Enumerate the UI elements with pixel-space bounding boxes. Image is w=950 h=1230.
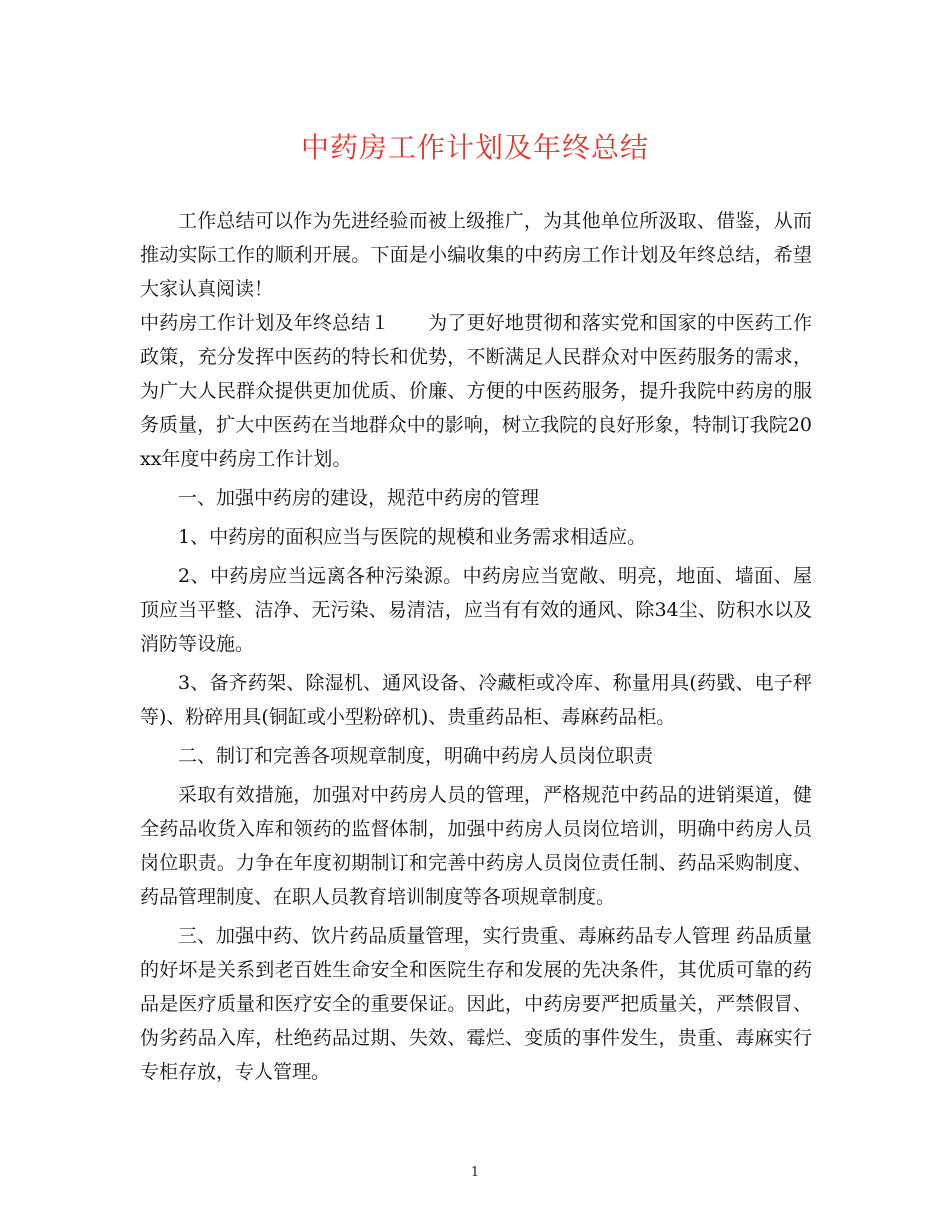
- page-number: 1: [470, 1165, 480, 1180]
- section-heading-1: 一、加强中药房的建设，规范中药房的管理: [178, 487, 540, 509]
- list-item-3: 3、备齐药架、除湿机、通风设备、冷藏柜或冷库、称量用具(药戥、电子秤等)、粉碎用具(铜缸或小型粉碎机)、贵重药品柜、毒麻药品柜。: [140, 672, 812, 728]
- list-item-1: 1、中药房的面积应当与医院的规模和业务需求相适应。: [178, 526, 647, 548]
- intro-paragraph: 工作总结可以作为先进经验而被上级推广，为其他单位所汲取、借鉴，从而推动实际工作的顺利开展。下面是小编收集的中药房工作计划及年终总结，希望大家认真阅读！: [140, 210, 812, 300]
- list-item-2: 2、中药房应当远离各种污染源。中药房应当宽敞、明亮，地面、墙面、屋顶应当平整、洁净、无污染、易清洁，应当有有效的通风、除34尘、防积水以及消防等设施。: [140, 565, 812, 655]
- section-3-paragraph: 三、加强中药、饮片药品质量管理，实行贵重、毒麻药品专人管理 药品质量的好坏是关系到老百姓生命安全和医院生存和发展的先决条件，其优质可靠的药品是医疗质量和医疗安全的重要保证。因此，中药房要严把质量关，严禁假冒、伪劣药品入库，杜绝药品过期、失效、霉烂、变质的事件发生，贵重、毒麻实行专柜存放，专人管理。: [140, 925, 812, 1083]
- plan-intro-paragraph: 中药房工作计划及年终总结１ 为了更好地贯彻和落实党和国家的中医药工作政策，充分发挥中医药的特长和优势，不断满足人民群众对中医药服务的需求，为广大人民群众提供更加优质、价廉、方便的中医药服务，提升我院中药房的服务质量，扩大中医药在当地群众中的影响，树立我院的良好形象，特制订我院20xx年度中药房工作计划。: [140, 312, 812, 470]
- page-title: 中药房工作计划及年终总结: [300, 131, 649, 164]
- document-body: [140, 204, 812, 1089]
- section-2-paragraph: 采取有效措施，加强对中药房人员的管理，严格规范中药品的进销渠道，健全药品收货入库和领药的监督体制，加强中药房人员岗位培训，明确中药房人员岗位职责。力争在年度初期制订和完善中药房人员岗位责任制、药品采购制度、药品管理制度、在职人员教育培训制度等各项规章制度。: [140, 784, 812, 908]
- section-heading-2: 二、制订和完善各项规章制度，明确中药房人员岗位职责: [178, 745, 654, 767]
